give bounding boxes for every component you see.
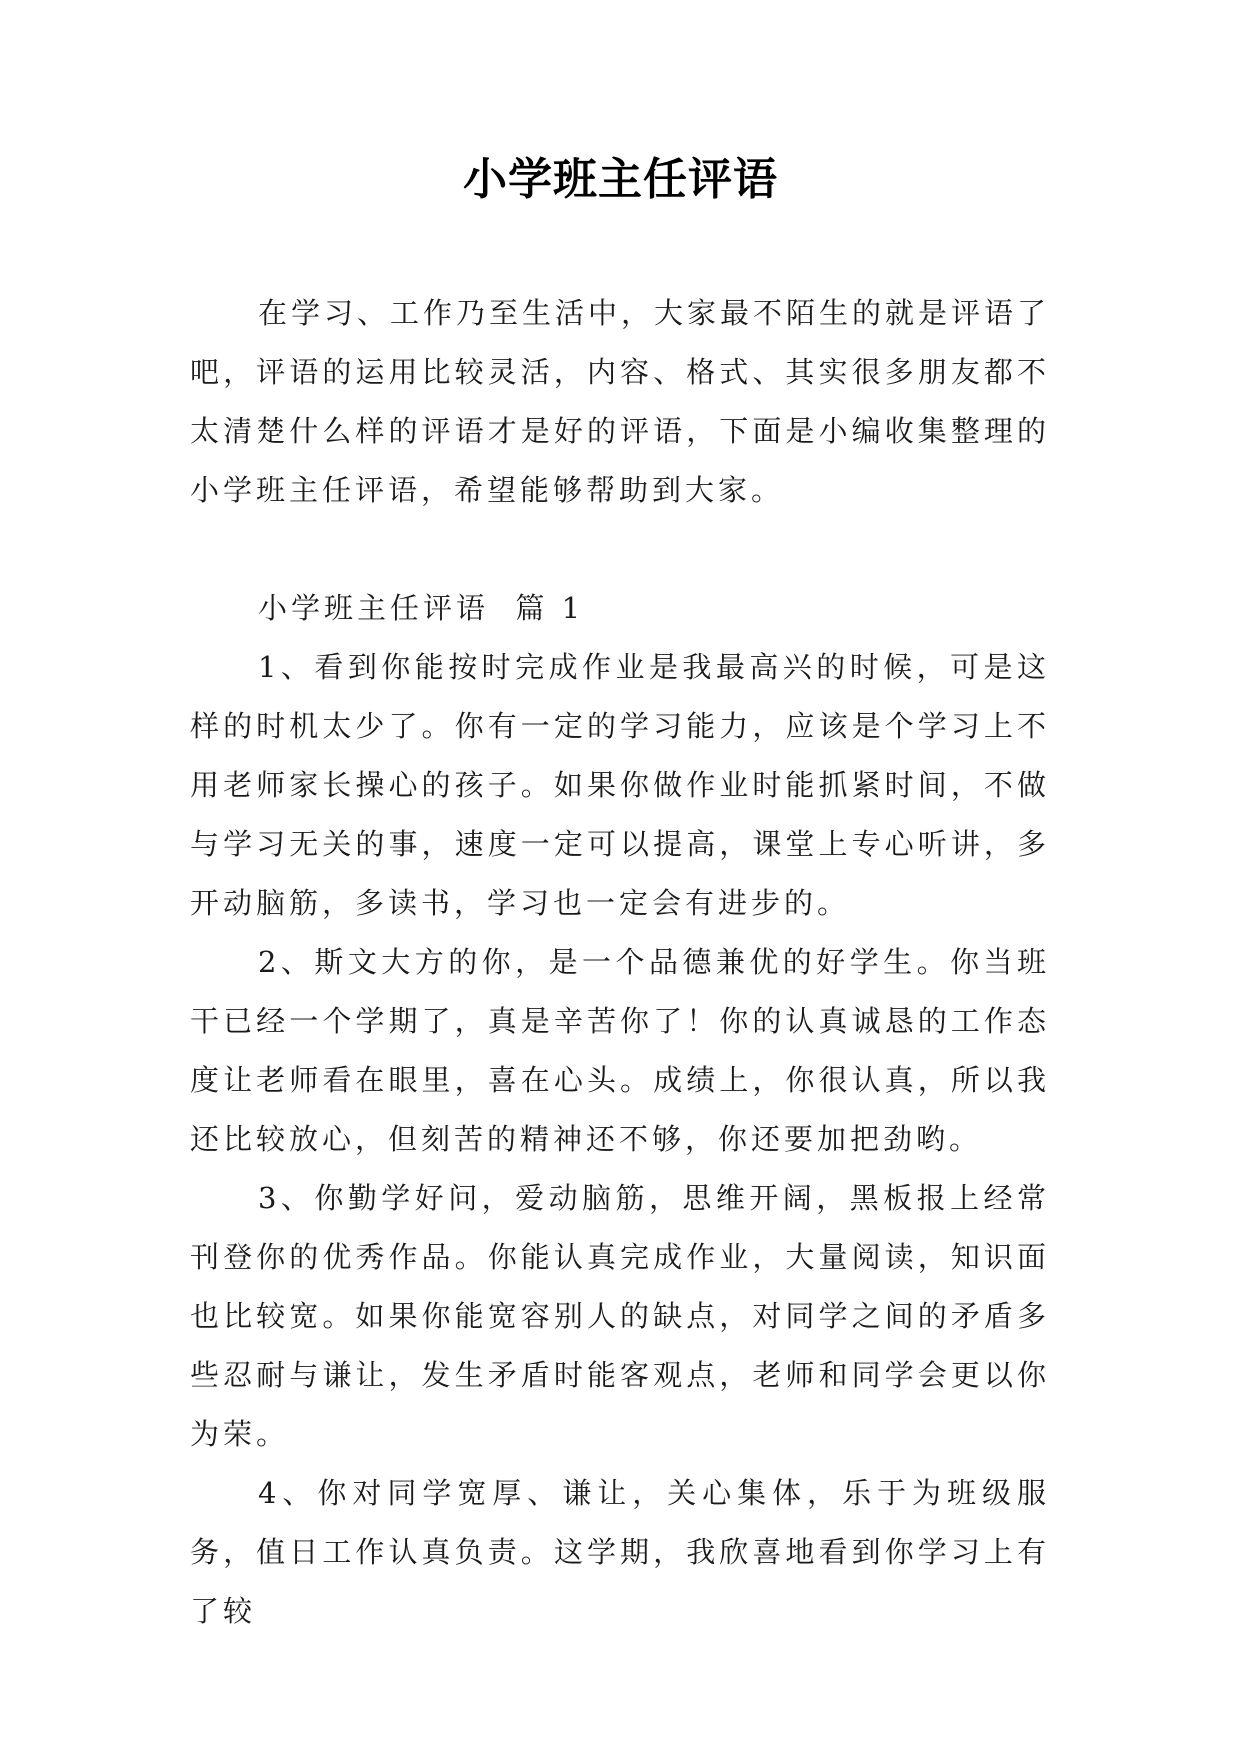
comment-paragraph-2: 2、斯文大方的你，是一个品德兼优的好学生。你当班干已经一个学期了，真是辛苦你了！你的认真诚恳的工作态度让老师看在眼里，喜在心头。成绩上，你很认真，所以我还比较放心，但刻苦的精神还不够，你还要加把劲哟。 <box>190 945 1050 1156</box>
intro-paragraph: 在学习、工作乃至生活中，大家最不陌生的就是评语了吧，评语的运用比较灵活，内容、格式、其实很多朋友都不太清楚什么样的评语才是好的评语，下面是小编收集整理的小学班主任评语，希望能够帮助到大家。 <box>190 296 1051 507</box>
document-title: 小学班主任评语 <box>463 154 778 205</box>
comment-paragraph-4: 4、你对同学宽厚、谦让，关心集体，乐于为班级服务，值日工作认真负责。这学期，我欣喜地看到你学习上有了较 <box>190 1476 1050 1628</box>
comment-paragraph-3: 3、你勤学好问，爱动脑筋，思维开阔，黑板报上经常刊登你的优秀作品。你能认真完成作业，大量阅读，知识面也比较宽。如果你能宽容别人的缺点，对同学之间的矛盾多些忍耐与谦让，发生矛盾时能客观点，老师和同学会更以你为荣。 <box>190 1181 1050 1451</box>
section-heading: 小学班主任评语 篇 1 <box>258 591 585 625</box>
comment-paragraph-1: 1、看到你能按时完成作业是我最高兴的时候，可是这样的时机太少了。你有一定的学习能力，应该是个学习上不用老师家长操心的孩子。如果你做作业时能抓紧时间，不做与学习无关的事，速度一定可以提高，课堂上专心听讲，多开动脑筋，多读书，学习也一定会有进步的。 <box>190 650 1050 920</box>
